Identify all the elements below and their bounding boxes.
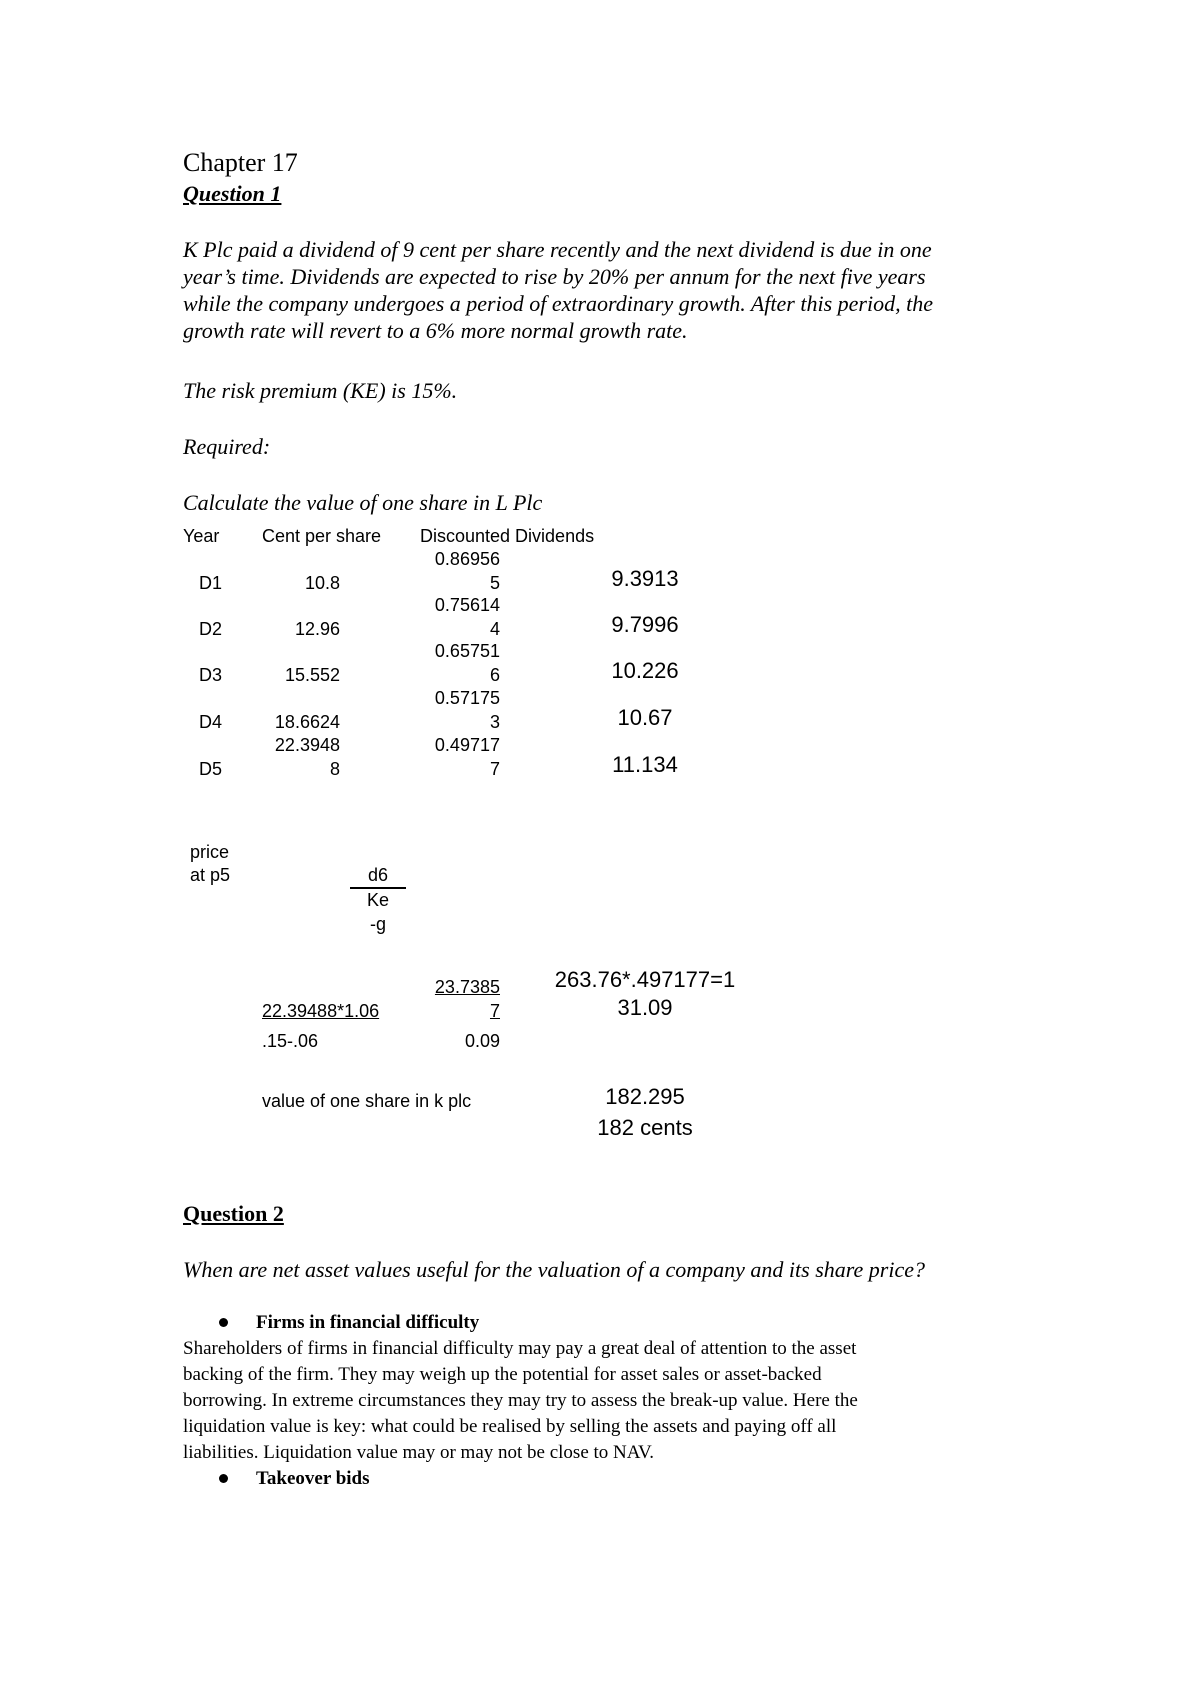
- task-text: Calculate the value of one share in L Plc: [183, 490, 543, 515]
- formula-denominator-line2: -g: [369, 914, 386, 934]
- present-value-line1: 263.76*.497177=1: [554, 967, 736, 992]
- table-header-discounted: Discounted Dividends: [420, 526, 595, 546]
- required-label: Required:: [183, 434, 271, 459]
- table-cell-cents-top: 22.3948: [274, 735, 340, 755]
- share-value-number: 182.295: [605, 1084, 685, 1109]
- formula-denominator-line1: Ke: [366, 890, 390, 910]
- question-1-paragraph-line: year’s time. Dividends are expected to rise by 20% per annum for the next five years: [183, 264, 926, 289]
- price-label-line2: at p5: [190, 865, 231, 885]
- table-cell-value: 11.134: [612, 752, 678, 777]
- calc-denominator: .15-.06: [262, 1031, 319, 1051]
- table-cell-year: D1: [199, 573, 223, 593]
- table-header-year: Year: [183, 526, 220, 546]
- bullet-text-line: borrowing. In extreme circumstances they may try to assess the break-up value. Here the: [183, 1390, 858, 1411]
- table-cell-factor-top: 0.49717: [434, 735, 500, 755]
- question-1-paragraph-line: K Plc paid a dividend of 9 cent per share recently and the next dividend is due in one: [183, 237, 932, 262]
- table-cell-year: D2: [199, 619, 223, 639]
- table-cell-factor-top: 0.65751: [434, 641, 500, 661]
- present-value-line2: 31.09: [617, 995, 673, 1020]
- question-1-paragraph-line: growth rate will revert to a 6% more normal growth rate.: [183, 318, 688, 343]
- table-cell-cents: 8: [329, 759, 340, 779]
- table-cell-factor-top: 0.86956: [434, 549, 500, 569]
- bullet-icon: [219, 1474, 228, 1483]
- bullet-title: Firms in financial difficulty: [256, 1312, 480, 1333]
- calc-numerator: 22.39488*1.06: [262, 1001, 380, 1021]
- table-cell-factor-top: 0.75614: [434, 595, 500, 615]
- table-cell-factor: 3: [489, 712, 500, 732]
- table-header-cents: Cent per share: [262, 526, 382, 546]
- question-1-heading: Question 1: [183, 181, 282, 206]
- table-cell-year: D3: [199, 665, 223, 685]
- table-cell-year: D5: [199, 759, 223, 779]
- chapter-title: Chapter 17: [183, 148, 298, 177]
- table-cell-cents: 18.6624: [274, 712, 340, 732]
- question-1-paragraph-line: while the company undergoes a period of extraordinary growth. After this period, the: [183, 291, 933, 316]
- share-value-rounded: 182 cents: [597, 1115, 693, 1140]
- table-cell-year: D4: [199, 712, 223, 732]
- result-numerator-bottom: 7: [489, 1001, 500, 1021]
- result-denominator: 0.09: [464, 1031, 500, 1051]
- share-value-label: value of one share in k plc: [262, 1091, 472, 1111]
- table-cell-value: 9.3913: [611, 566, 679, 591]
- table-cell-value: 9.7996: [611, 612, 679, 637]
- bullet-text-line: backing of the firm. They may weigh up the potential for asset sales or asset-backed: [183, 1364, 822, 1385]
- bullet-text-line: liabilities. Liquidation value may or may not be close to NAV.: [183, 1442, 655, 1463]
- bullet-text-line: liquidation value is key: what could be realised by selling the assets and paying off all: [183, 1416, 837, 1437]
- price-label-line1: price: [190, 842, 230, 862]
- formula-numerator: d6: [367, 865, 389, 885]
- table-cell-factor: 5: [489, 573, 500, 593]
- bullet-title: Takeover bids: [256, 1468, 370, 1489]
- table-cell-factor: 6: [489, 665, 500, 685]
- table-cell-cents: 10.8: [304, 573, 340, 593]
- table-cell-value: 10.226: [611, 658, 679, 683]
- table-cell-value: 10.67: [617, 705, 673, 730]
- table-cell-cents: 15.552: [284, 665, 340, 685]
- risk-premium-text: The risk premium (KE) is 15%.: [183, 378, 458, 403]
- table-cell-factor: 7: [489, 759, 500, 779]
- question-2-heading: Question 2: [183, 1201, 284, 1226]
- bullet-icon: [219, 1318, 228, 1327]
- result-numerator-top: 23.7385: [434, 977, 500, 997]
- table-cell-factor-top: 0.57175: [434, 688, 500, 708]
- table-cell-factor: 4: [489, 619, 500, 639]
- bullet-text-line: Shareholders of firms in financial difficulty may pay a great deal of attention to the asset: [183, 1338, 857, 1359]
- question-2-prompt: When are net asset values useful for the valuation of a company and its share price?: [183, 1257, 925, 1282]
- table-cell-cents: 12.96: [294, 619, 340, 639]
